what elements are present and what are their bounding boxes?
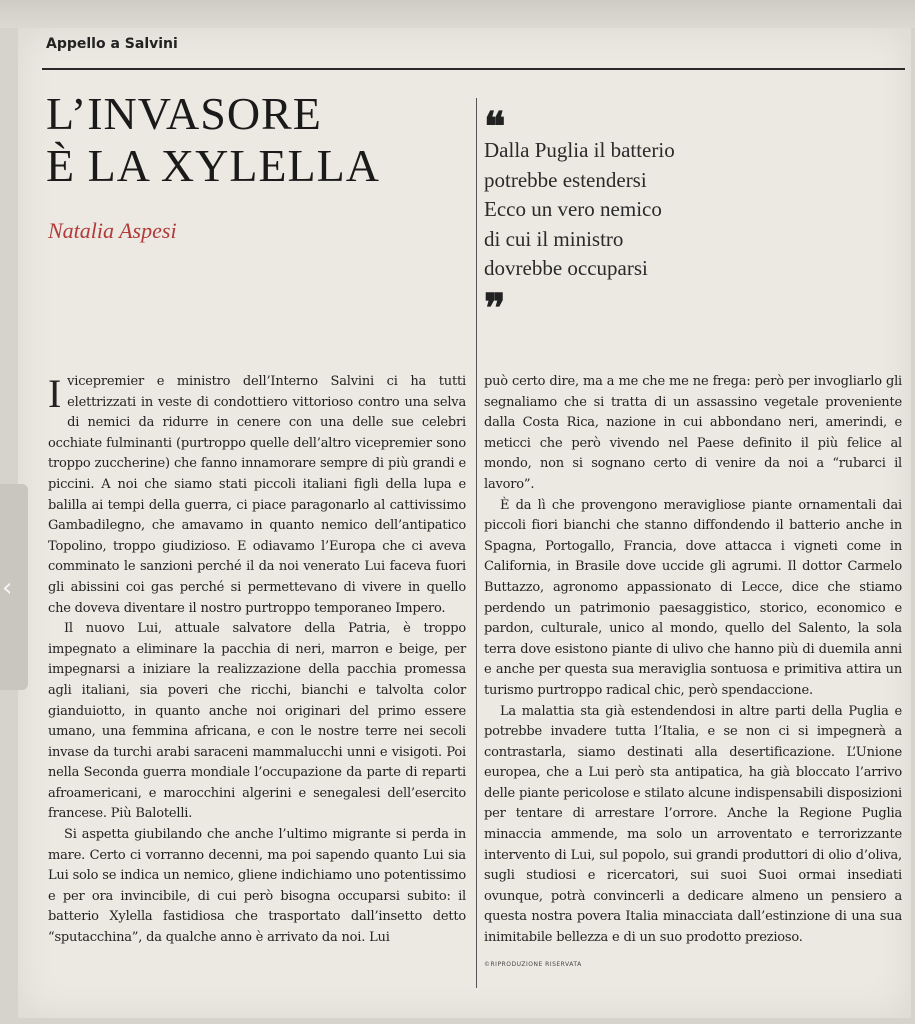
article-paragraph: [48, 372, 466, 619]
headline-line-2: È LA XYLELLA: [46, 140, 380, 191]
article-column-right: [484, 372, 902, 975]
newspaper-page: [18, 28, 911, 1018]
headline: [46, 88, 466, 192]
article-paragraph: La malattia sta già estendendosi in altre parti della Puglia e potrebbe invadere tutta l’Italia, e se non ci si impegnerà a contrastarla, siamo destinati alla desertificazione. L’Unione europea, che a Lui però sta antipatica, ha già bloccato l’arrivo delle piante pericolose e stilato alcune indispensabili disposizioni per tentare di arrestare l’orrore. Anche la Regione Puglia minaccia ammende, ma solo un arroventato e terrorizzante intervento di Lui, sul popolo, sui grandi produttori di olio d’oliva, sugli studiosi e ricercatori, sui suoi Suoi ormai insediati ovunque, potrà convincerli a dedicare almeno un pensiero a questa nostra povera Italia minacciata dall’estinzione di una sua inimitabile bellezza e di un suo prodotto prezioso.: [484, 703, 902, 946]
pull-quote-line: dovrebbe occuparsi: [484, 256, 648, 280]
headline-line-1: L’INVASORE: [46, 88, 322, 139]
pull-quote-line: Dalla Puglia il batterio: [484, 138, 675, 162]
chevron-left-icon[interactable]: ‹: [2, 573, 13, 603]
section-tag: Appello a Salvini: [46, 36, 178, 52]
column-divider: [476, 98, 477, 988]
article-paragraph: può certo dire, ma a me che me ne frega: però per invogliarlo gli segnaliamo che si tratta di un assassino vegetale proveniente dalla Costa Rica, nazione in cui abbondano neri, amerindi, e meticci che però vivendo nel Paese definito il più felice al mondo, non si sognano certo di venire da noi a “rubarci il lavoro”.: [484, 374, 902, 492]
article-paragraph: Si aspetta giubilando che anche l’ultimo migrante si perda in mare. Certo ci vorranno decenni, ma poi sapendo quanto Lui sia Lui solo se indica un nemico, gliene indichiamo uno potentissimo e per ora invincibile, di cui però bisogna occuparsi subito: il batterio Xylella fastidiosa che trasportato dall’insetto detto “sputacchina”, da qualche anno è arrivato da noi. Lui: [48, 827, 466, 946]
viewer-top-edge: [0, 0, 915, 28]
drop-cap: I: [48, 371, 62, 416]
open-quote-icon: ❝: [484, 103, 506, 150]
article-column-left: [48, 372, 466, 949]
article-paragraph: È da lì che provengono meravigliose piante ornamentali dai piccoli fiori bianchi che stanno diffondendo il batterio anche in Spagna, Portogallo, Francia, dove attacca i vigneti come in California, in Brasile dove uccide gli agrumi. Il dottor Carmelo Buttazzo, agronomo appassionato di Lecce, dice che stiamo perdendo un patrimonio paesaggistico, storico, economico e pardon, culturale, unico al mondo, quello del Salento, la sola terra dove esistono piante di ulivo che hanno più di duemila anni e anche per questa sua meraviglia sontuosa e primitiva attira un turismo purtroppo radical chic, però spendaccione.: [484, 497, 902, 698]
byline: Natalia Aspesi: [48, 218, 177, 243]
pull-quote-line: di cui il ministro: [484, 226, 624, 251]
article-paragraph-text: vicepremier e ministro dell’Interno Salvini ci ha tutti elettrizzati in veste di condottiero vittorioso contro una selva di nemici da ridurre in cenere con una delle sue celebri occhiate fulminanti (purtroppo quelle dell’altro vicepremier sono troppo zuccherine) che fanno innamorare sempre di più grandi e piccini. A noi che siamo stati piccoli italiani figli della lupa e balilla ai tempi della guerra, ci piace paragonarlo al cattivissimo Gambadilegno, che amavamo in quanto nemico dell’antipatico Topolino, troppo giudizioso. E odiavamo l’Europa che ci aveva comminato le sanzioni perché il da noi venerato Lui faceva fuori gli abissini coi gas perché si permettevano di vivere in quello che doveva diventare il nostro purtroppo temporaneo Impero.: [48, 374, 466, 616]
reproduction-note: ©RIPRODUZIONE RISERVATA: [484, 960, 582, 968]
section-rule: [42, 68, 905, 70]
pull-quote-line: Ecco un vero nemico: [484, 197, 662, 221]
pull-quote-line: potrebbe estendersi: [484, 167, 647, 192]
article-paragraph: Il nuovo Lui, attuale salvatore della Patria, è troppo impegnato a eliminare la pacchia di neri, marron e beige, per impegnarsi a iniziare la realizzazione della pacchia promessa agli italiani, sia poveri che ricchi, bianchi e talvolta color gianduiotto, in quanto anche noi originari del primo essere umano, una femmina africana, e con le nostre terre nei secoli invase da turchi arabi saraceni mammalucchi unni e visigoti. Poi nella Seconda guerra mondiale l’occupazione da parte di reparti afroamericani, e marocchini algerini e senegalesi dell’esercito francese. Più Balotelli.: [48, 621, 466, 822]
close-quote-icon: ❞: [484, 285, 506, 332]
pull-quote: [484, 136, 884, 284]
